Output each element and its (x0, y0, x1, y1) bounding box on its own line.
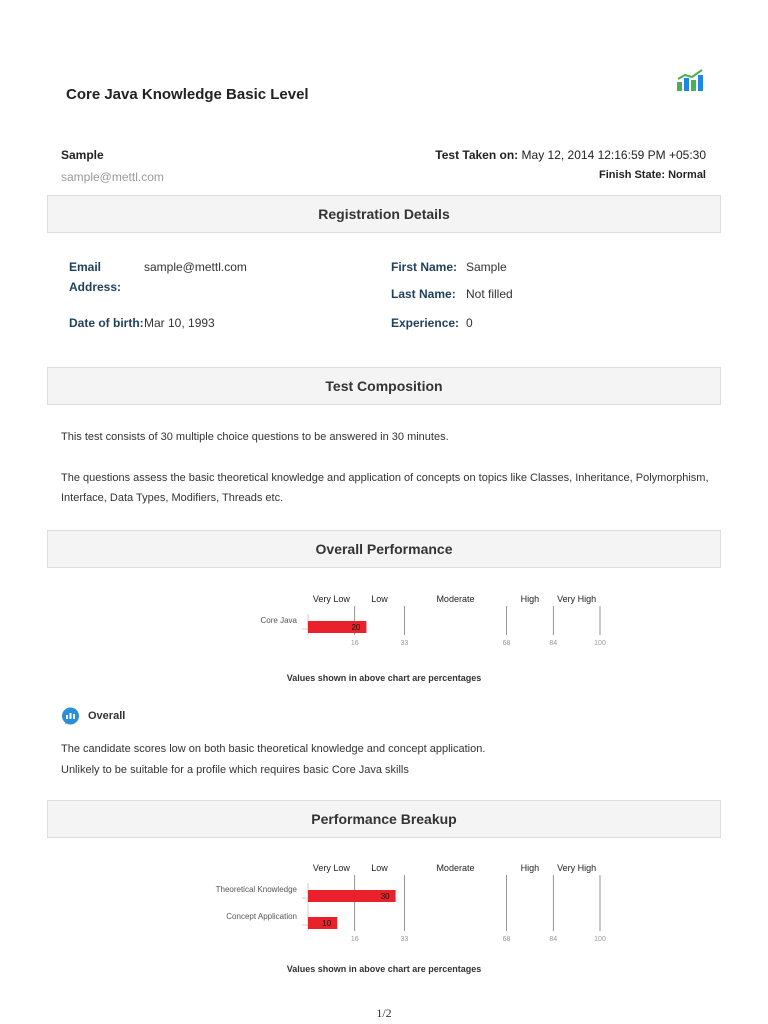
test-taken-on (435, 148, 706, 162)
tick-label: 68 (502, 936, 511, 943)
tick-label: 84 (549, 640, 558, 647)
data-label: 10 (322, 919, 332, 928)
band-label: Low (371, 863, 388, 873)
experience-label: Experience: (391, 316, 460, 330)
dob-label: Date of birth: (69, 316, 144, 330)
composition-paragraph-2: The questions assess the basic theoretical knowledge and application of concepts on topics like Classes, Inheritance, Polymorphism, Interface, Data Types, Modifiers, Threads etc. (61, 472, 709, 504)
tick-label: 84 (549, 936, 558, 943)
last-name-value: Not filled (466, 287, 513, 301)
band-label: High (520, 863, 540, 873)
data-label: 30 (380, 892, 390, 901)
overall-performance-chart (0, 588, 768, 658)
band-label: High (520, 594, 540, 604)
data-label: 20 (351, 623, 361, 632)
breakup-chart-note: Values shown in above chart are percentages (286, 964, 482, 974)
candidate-email: sample@mettl.com (61, 170, 164, 184)
overall-summary-2: Unlikely to be suitable for a profile which requires basic Core Java skills (61, 764, 409, 776)
band-label: Very Low (312, 594, 350, 604)
email-label: Email (69, 260, 102, 274)
band-label: Very Low (312, 863, 350, 873)
tick-label: 16 (350, 640, 359, 647)
band-label: Moderate (436, 863, 475, 873)
composition-paragraph-1: This test consists of 30 multiple choice questions to be answered in 30 minutes. (61, 431, 449, 443)
mettl-logo-icon (676, 69, 704, 91)
tick-label: 100 (594, 640, 606, 647)
tick-label: 68 (502, 640, 511, 647)
category-label: Concept Application (226, 912, 297, 921)
candidate-name: Sample (61, 148, 104, 162)
performance-breakup-chart (0, 857, 768, 943)
tick-label: 100 (594, 936, 606, 943)
test-taken-label: Test Taken on: (435, 148, 519, 162)
band-label: Very High (557, 594, 597, 604)
tick-label: 33 (400, 936, 409, 943)
first-name-label: First Name: (391, 260, 458, 274)
tick-label: 16 (350, 936, 359, 943)
mettl-chat-icon (61, 707, 80, 726)
band-label: Very High (557, 863, 597, 873)
overall-label: Overall (88, 710, 126, 722)
report-title: Core Java Knowledge Basic Level (66, 86, 309, 103)
band-label: Low (371, 594, 388, 604)
email-value: sample@mettl.com (144, 260, 247, 274)
page-number: 1/2 (376, 1006, 392, 1020)
first-name-value: Sample (466, 260, 507, 274)
test-composition-header: Test Composition (47, 367, 721, 405)
performance-breakup-header: Performance Breakup (47, 800, 721, 838)
test-taken-value: May 12, 2014 12:16:59 PM +05:30 (521, 148, 706, 162)
address-label: Address: (69, 280, 122, 294)
finish-state: Finish State: Normal (599, 169, 706, 181)
dob-value: Mar 10, 1993 (144, 316, 215, 330)
category-label: Theoretical Knowledge (215, 885, 297, 894)
overall-summary-1: The candidate scores low on both basic theoretical knowledge and concept application. (61, 743, 486, 755)
overall-performance-header: Overall Performance (47, 530, 721, 568)
last-name-label: Last Name: (391, 287, 456, 301)
tick-label: 33 (400, 640, 409, 647)
category-label: Core Java (260, 616, 297, 625)
registration-details-header: Registration Details (47, 195, 721, 233)
experience-value: 0 (466, 316, 473, 330)
band-label: Moderate (436, 594, 475, 604)
overall-chart-note: Values shown in above chart are percentages (286, 673, 482, 683)
